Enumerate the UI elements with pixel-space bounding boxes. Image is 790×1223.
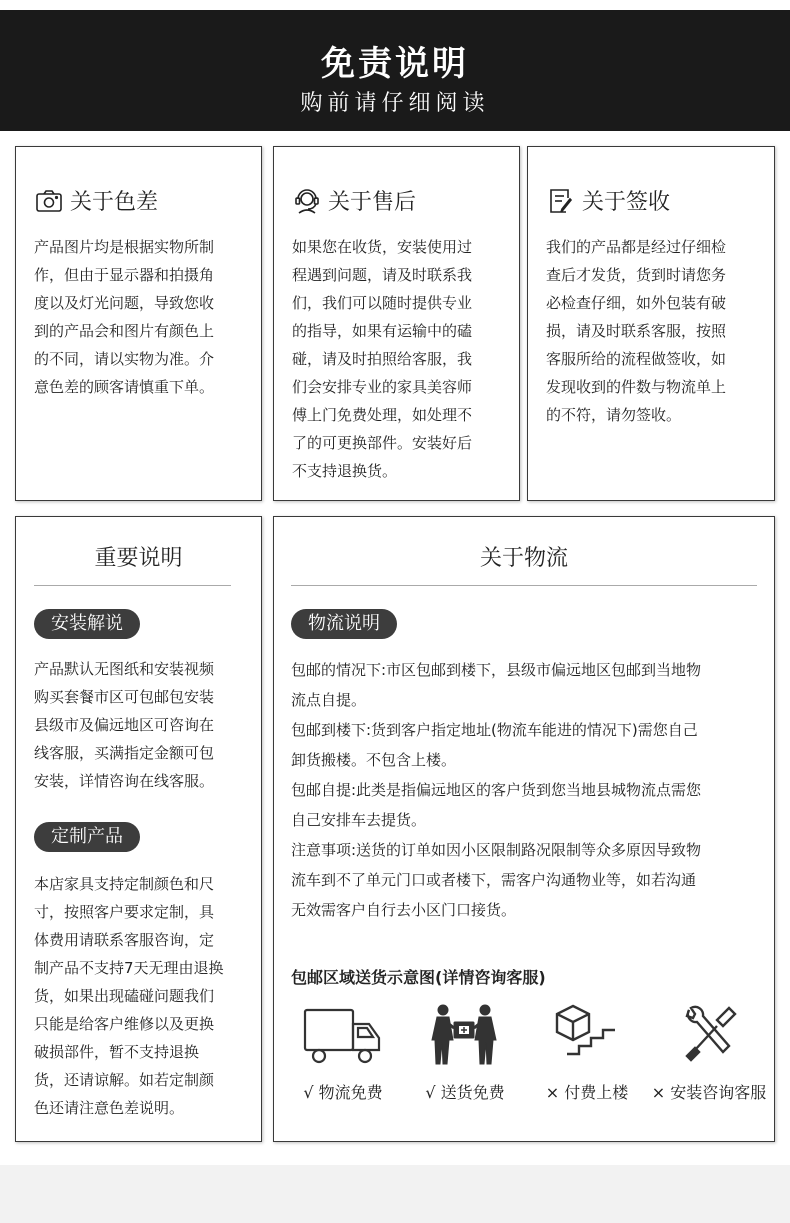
delivery-icons-row [284, 1002, 768, 1103]
page-subtitle: 购前请仔细阅读 [300, 91, 490, 116]
truck-icon [301, 1002, 385, 1068]
card-title: 关于色差 [34, 185, 158, 216]
sign-form-icon [546, 186, 576, 216]
card-title: 关于售后 [292, 185, 416, 216]
delivery-people-icon [423, 1002, 507, 1068]
install-pill: 安装解说 [34, 609, 140, 639]
icon-item-truck [284, 1002, 402, 1103]
custom-pill: 定制产品 [34, 822, 140, 852]
card-body: 我们的产品都是经过仔细检 查后才发货，货到时请您务 必检查仔细，如外包装有破 损，请及时联系客服，按照 客服所给的流程做签收，如 发现收到的件数与物流单上 的不符，请勿签收。 [546, 238, 727, 424]
icon-item-delivery [406, 1002, 524, 1103]
card-body: 产品图片均是根据实物所制 作，但由于显示器和拍摄角 度以及灯光问题，导致您收 到的产品会和图片有颜色上 的不同，请以实物为准。介 意色差的顾客请慎重下单。 [34, 238, 215, 396]
camera-icon [34, 186, 64, 216]
logistics-text: 包邮的情况下:市区包邮到楼下，县级市偏远地区包邮到当地物 流点自提。 包邮到楼下:货到客户指定地址(物流车能进的情况下)需您自己 卸货搬楼。不包含上楼。 包邮自提:此类是指偏远地区的客户货到您当地县城物流点需您 自己安排车去提货。 注意事项:送货的订单如因小区限制路况限制等众多原因导致物 流车到不了单元门口或者楼下，需客户沟通物业等，如若沟通 无效需客户自行去小区门口接货。 [291, 661, 702, 919]
card-title: 关于签收 [546, 185, 670, 216]
icon-item-tools [650, 1002, 768, 1103]
icon-label: × 安装咨询客服 [651, 1083, 767, 1102]
icon-label: × 付费上楼 [545, 1083, 629, 1102]
bottom-strip [0, 1165, 790, 1223]
region-title: 包邮区域送货示意图(详情咨询客服) [291, 968, 546, 987]
card-important [15, 516, 262, 1142]
icon-label: √ 送货免费 [425, 1083, 505, 1102]
box-stairs-icon [545, 1002, 629, 1068]
tools-icon [667, 1002, 751, 1068]
install-text: 产品默认无图纸和安装视频 购买套餐市区可包邮包安装 县级市及偏远地区可咨询在 线客服，买满指定金额可包 安装，详情咨询在线客服。 [34, 660, 215, 790]
card-body: 如果您在收货，安装使用过 程遇到问题，请及时联系我 们，我们可以随时提供专业 的指导，如果有运输中的磕 碰，请及时拍照给客服，我 们会安排专业的家具美容师 傅上门免费处理，如处理不 了的可更换部件。安装好后 不支持退换货。 [292, 238, 473, 480]
card-logistics [273, 516, 775, 1142]
page-title: 免责说明 [321, 44, 469, 84]
section-title: 重要说明 [94, 546, 183, 571]
icon-item-stairs [528, 1002, 646, 1103]
card-after-sale [273, 146, 520, 501]
divider [34, 585, 231, 586]
card-color-difference [15, 146, 262, 501]
section-title: 关于物流 [479, 546, 568, 571]
header-banner [0, 10, 790, 131]
customer-service-icon [292, 186, 322, 216]
icon-label: √ 物流免费 [303, 1083, 383, 1102]
card-signing [527, 146, 775, 501]
divider [291, 585, 757, 586]
custom-text: 本店家具支持定制颜色和尺 寸，按照客户要求定制，具 体费用请联系客服咨询，定 制产品不支持7天无理由退换 货，如果出现磕碰问题我们 只能是给客户维修以及更换 破损部件，暂不支持退换 货，还请谅解。如若定制颜 色还请注意色差说明。 [34, 875, 224, 1117]
logistics-pill: 物流说明 [291, 609, 397, 639]
